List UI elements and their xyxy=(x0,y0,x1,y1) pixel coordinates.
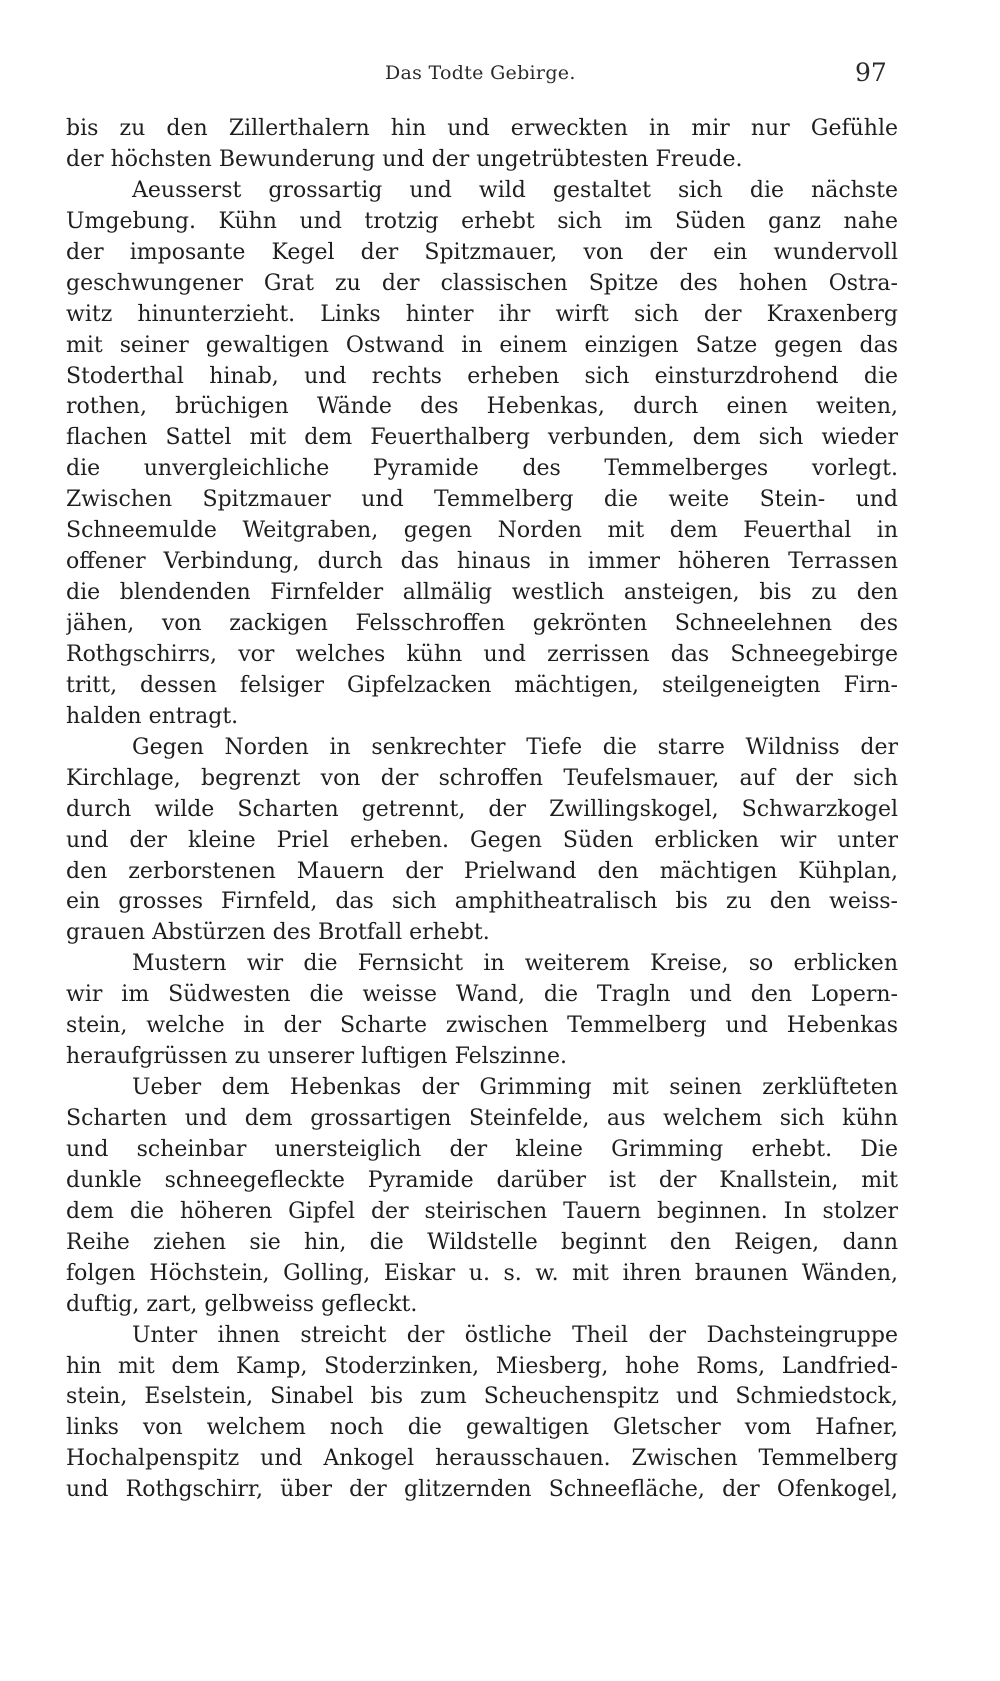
text-line: und der kleine Priel erheben. Gegen Süden erblicken wir unter xyxy=(66,827,898,853)
page-number: 97 xyxy=(855,58,887,87)
text-line: dem die höheren Gipfel der steirischen Tauern beginnen. In stolzer xyxy=(66,1198,898,1224)
text-line: den zerborstenen Mauern der Prielwand den mächtigen Kühplan, xyxy=(66,858,898,884)
text-line: rothen, brüchigen Wände des Hebenkas, durch einen weiten, xyxy=(66,394,898,420)
text-line: geschwungener Grat zu der classischen Spitze des hohen Ostra- xyxy=(66,270,898,296)
text-line: links von welchem noch die gewaltigen Gletscher vom Hafner, xyxy=(66,1415,898,1441)
text-line: Zwischen Spitzmauer und Temmelberg die weite Stein- und xyxy=(66,487,898,513)
text-line: Schneemulde Weitgraben, gegen Norden mit dem Feuerthal in xyxy=(66,518,898,544)
text-line: duftig, zart, gelbweiss gefleckt. xyxy=(66,1291,418,1317)
text-line: der imposante Kegel der Spitzmauer, von der ein wundervoll xyxy=(66,239,898,265)
text-line: Kirchlage, begrenzt von der schroffen Teufelsmauer, auf der sich xyxy=(66,765,898,791)
text-line: die unvergleichliche Pyramide des Temmelberges vorlegt. xyxy=(66,456,898,482)
text-line: die blendenden Firnfelder allmälig westlich ansteigen, bis zu den xyxy=(66,580,898,606)
text-line: Umgebung. Kühn und trotzig erhebt sich im Süden ganz nahe xyxy=(66,208,898,234)
text-line: Unter ihnen streicht der östliche Theil der Dachsteingruppe xyxy=(132,1322,898,1348)
text-line: flachen Sattel mit dem Feuerthalberg verbunden, dem sich wieder xyxy=(66,425,898,451)
text-line: wir im Südwesten die weisse Wand, die Tragln und den Lopern- xyxy=(66,982,898,1008)
text-line: Gegen Norden in senkrechter Tiefe die starre Wildniss der xyxy=(132,734,898,760)
text-line: offener Verbindung, durch das hinaus in immer höheren Terrassen xyxy=(66,549,898,575)
text-line: Stoderthal hinab, und rechts erheben sich einsturzdrohend die xyxy=(66,363,898,389)
text-line: tritt, dessen felsiger Gipfelzacken mächtigen, steilgeneigten Firn- xyxy=(66,672,898,698)
text-line: Rothgschirrs, vor welches kühn und zerrissen das Schneegebirge xyxy=(66,641,898,667)
text-line: mit seiner gewaltigen Ostwand in einem einzigen Satze gegen das xyxy=(66,332,898,358)
text-line: Reihe ziehen sie hin, die Wildstelle beginnt den Reigen, dann xyxy=(66,1229,898,1255)
text-line: stein, welche in der Scharte zwischen Temmelberg und Hebenkas xyxy=(66,1013,898,1039)
body-text xyxy=(66,114,898,1506)
text-line: folgen Höchstein, Golling, Eiskar u. s. w. mit ihren braunen Wänden, xyxy=(66,1260,898,1286)
running-title: Das Todte Gebirge. xyxy=(385,62,576,84)
text-line: jähen, von zackigen Felsschroffen gekrönten Schneelehnen des xyxy=(66,611,898,636)
text-line: der höchsten Bewunderung und der ungetrübtesten Freude. xyxy=(66,146,743,172)
text-line: witz hinunterzieht. Links hinter ihr wirft sich der Kraxenberg xyxy=(66,301,898,327)
text-line: Ueber dem Hebenkas der Grimming mit seinen zerklüfteten xyxy=(132,1075,898,1101)
text-line: und scheinbar unersteiglich der kleine Grimming erhebt. Die xyxy=(66,1136,898,1162)
text-line: durch wilde Scharten getrennt, der Zwillingskogel, Schwarzkogel xyxy=(66,796,898,822)
text-line: grauen Abstürzen des Brotfall erhebt. xyxy=(66,920,490,946)
text-line: halden entragt. xyxy=(66,703,239,729)
text-line: Scharten und dem grossartigen Steinfelde, aus welchem sich kühn xyxy=(66,1106,898,1131)
text-line: stein, Eselstein, Sinabel bis zum Scheuchenspitz und Schmiedstock, xyxy=(66,1384,898,1410)
text-line: hin mit dem Kamp, Stoderzinken, Miesberg, hohe Roms, Landfried- xyxy=(66,1353,898,1379)
text-line: Mustern wir die Fernsicht in weiterem Kreise, so erblicken xyxy=(132,951,898,977)
text-line: bis zu den Zillerthalern hin und erweckten in mir nur Gefühle xyxy=(66,116,898,141)
text-line: Aeusserst grossartig und wild gestaltet sich die nächste xyxy=(132,177,898,203)
text-line: ein grosses Firnfeld, das sich amphitheatralisch bis zu den weiss- xyxy=(66,889,898,915)
text-line: Hochalpenspitz und Ankogel herausschauen. Zwischen Temmelberg xyxy=(66,1446,898,1472)
text-line: heraufgrüssen zu unserer luftigen Felszinne. xyxy=(66,1044,567,1070)
text-line: und Rothgschirr, über der glitzernden Schneefläche, der Ofenkogel, xyxy=(66,1477,898,1503)
text-line: dunkle schneegefleckte Pyramide darüber ist der Knallstein, mit xyxy=(66,1167,898,1193)
